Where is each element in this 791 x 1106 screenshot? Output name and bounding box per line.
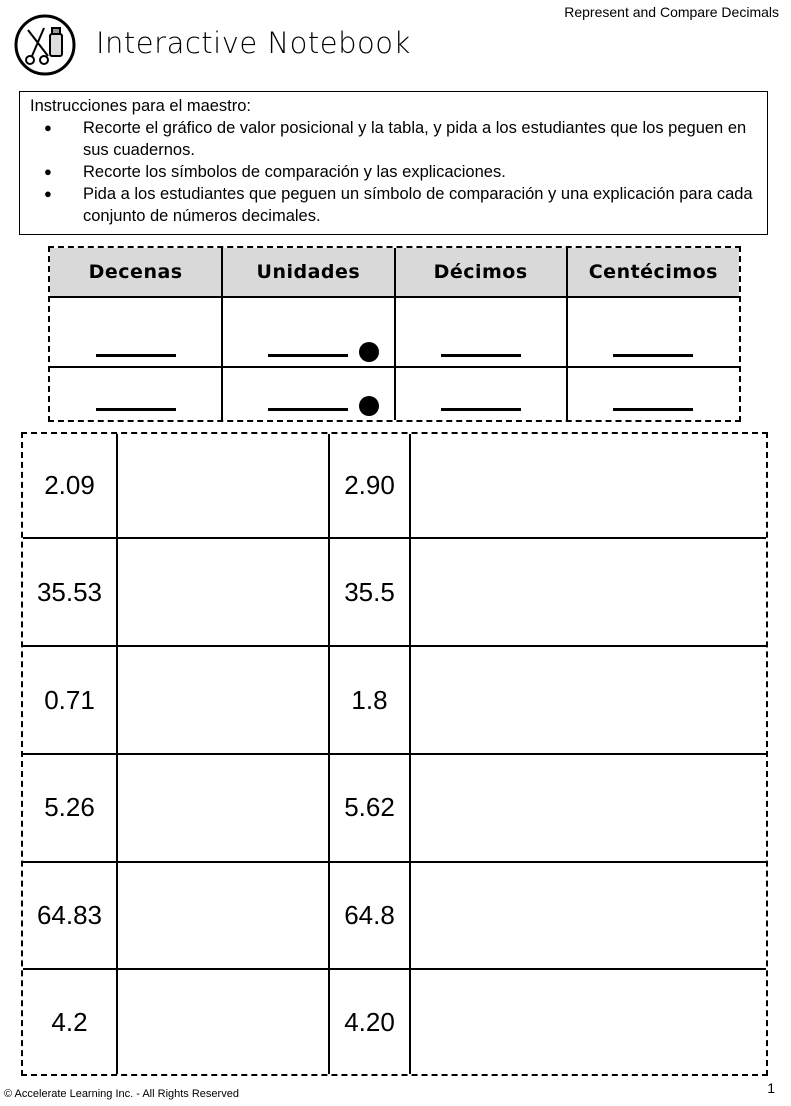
column-header-tenths: Décimos [395, 248, 567, 297]
instructions-list [30, 117, 757, 227]
column-header-hundredths: Centécimos [567, 248, 739, 297]
explanation-cell [410, 646, 766, 754]
instruction-item: ● Pida a los estudiantes que peguen un símbolo de comparación y una explicación para cada conjunto de números decimales. [30, 183, 757, 227]
left-number: 4.2 [23, 969, 117, 1074]
left-number: 2.09 [23, 434, 117, 538]
place-value-chart [48, 246, 741, 422]
page-title: Interactive Notebook [96, 26, 411, 60]
symbol-cell [117, 646, 329, 754]
copyright-footer: © Accelerate Learning Inc. - All Rights Reserved [4, 1088, 239, 1100]
table-row [23, 434, 766, 538]
answer-blank [441, 354, 521, 357]
right-number: 4.20 [329, 969, 410, 1074]
column-header-ones: Unidades [222, 248, 394, 297]
answer-blank [441, 408, 521, 411]
decimal-point-icon [359, 396, 379, 416]
left-number: 5.26 [23, 754, 117, 862]
answer-blank [268, 408, 348, 411]
explanation-cell [410, 862, 766, 970]
scissors-glue-icon [14, 14, 76, 76]
place-value-cell [567, 297, 739, 367]
right-number: 2.90 [329, 434, 410, 538]
place-value-cell [395, 297, 567, 367]
place-value-cell [395, 367, 567, 420]
place-value-cell [222, 297, 394, 367]
column-header-tens: Decenas [50, 248, 222, 297]
right-number: 64.8 [329, 862, 410, 970]
place-value-cell [567, 367, 739, 420]
place-value-cell [50, 297, 222, 367]
answer-blank [96, 408, 176, 411]
instruction-item: ● Recorte los símbolos de comparación y las explicaciones. [30, 161, 757, 183]
page-number: 1 [767, 1080, 775, 1096]
right-number: 35.5 [329, 538, 410, 646]
table-row [23, 862, 766, 970]
explanation-cell [410, 538, 766, 646]
table-row [23, 538, 766, 646]
explanation-cell [410, 969, 766, 1074]
symbol-cell [117, 434, 329, 538]
explanation-cell [410, 754, 766, 862]
answer-blank [613, 408, 693, 411]
right-number: 5.62 [329, 754, 410, 862]
right-number: 1.8 [329, 646, 410, 754]
table-row [23, 969, 766, 1074]
table-row [23, 646, 766, 754]
left-number: 64.83 [23, 862, 117, 970]
symbol-cell [117, 538, 329, 646]
place-value-cell [222, 367, 394, 420]
comparison-table [21, 432, 768, 1076]
answer-blank [613, 354, 693, 357]
symbol-cell [117, 969, 329, 1074]
symbol-cell [117, 862, 329, 970]
symbol-cell [117, 754, 329, 862]
table-row [23, 754, 766, 862]
place-value-cell [50, 367, 222, 420]
teacher-instructions [19, 91, 768, 235]
answer-blank [268, 354, 348, 357]
explanation-cell [410, 434, 766, 538]
left-number: 0.71 [23, 646, 117, 754]
answer-blank [96, 354, 176, 357]
decimal-point-icon [359, 342, 379, 362]
subject-title: Represent and Compare Decimals [564, 4, 779, 20]
instructions-heading: Instrucciones para el maestro: [30, 97, 252, 115]
instruction-item: ● Recorte el gráfico de valor posicional y la tabla, y pida a los estudiantes que los peguen en sus cuadernos. [30, 117, 757, 161]
left-number: 35.53 [23, 538, 117, 646]
